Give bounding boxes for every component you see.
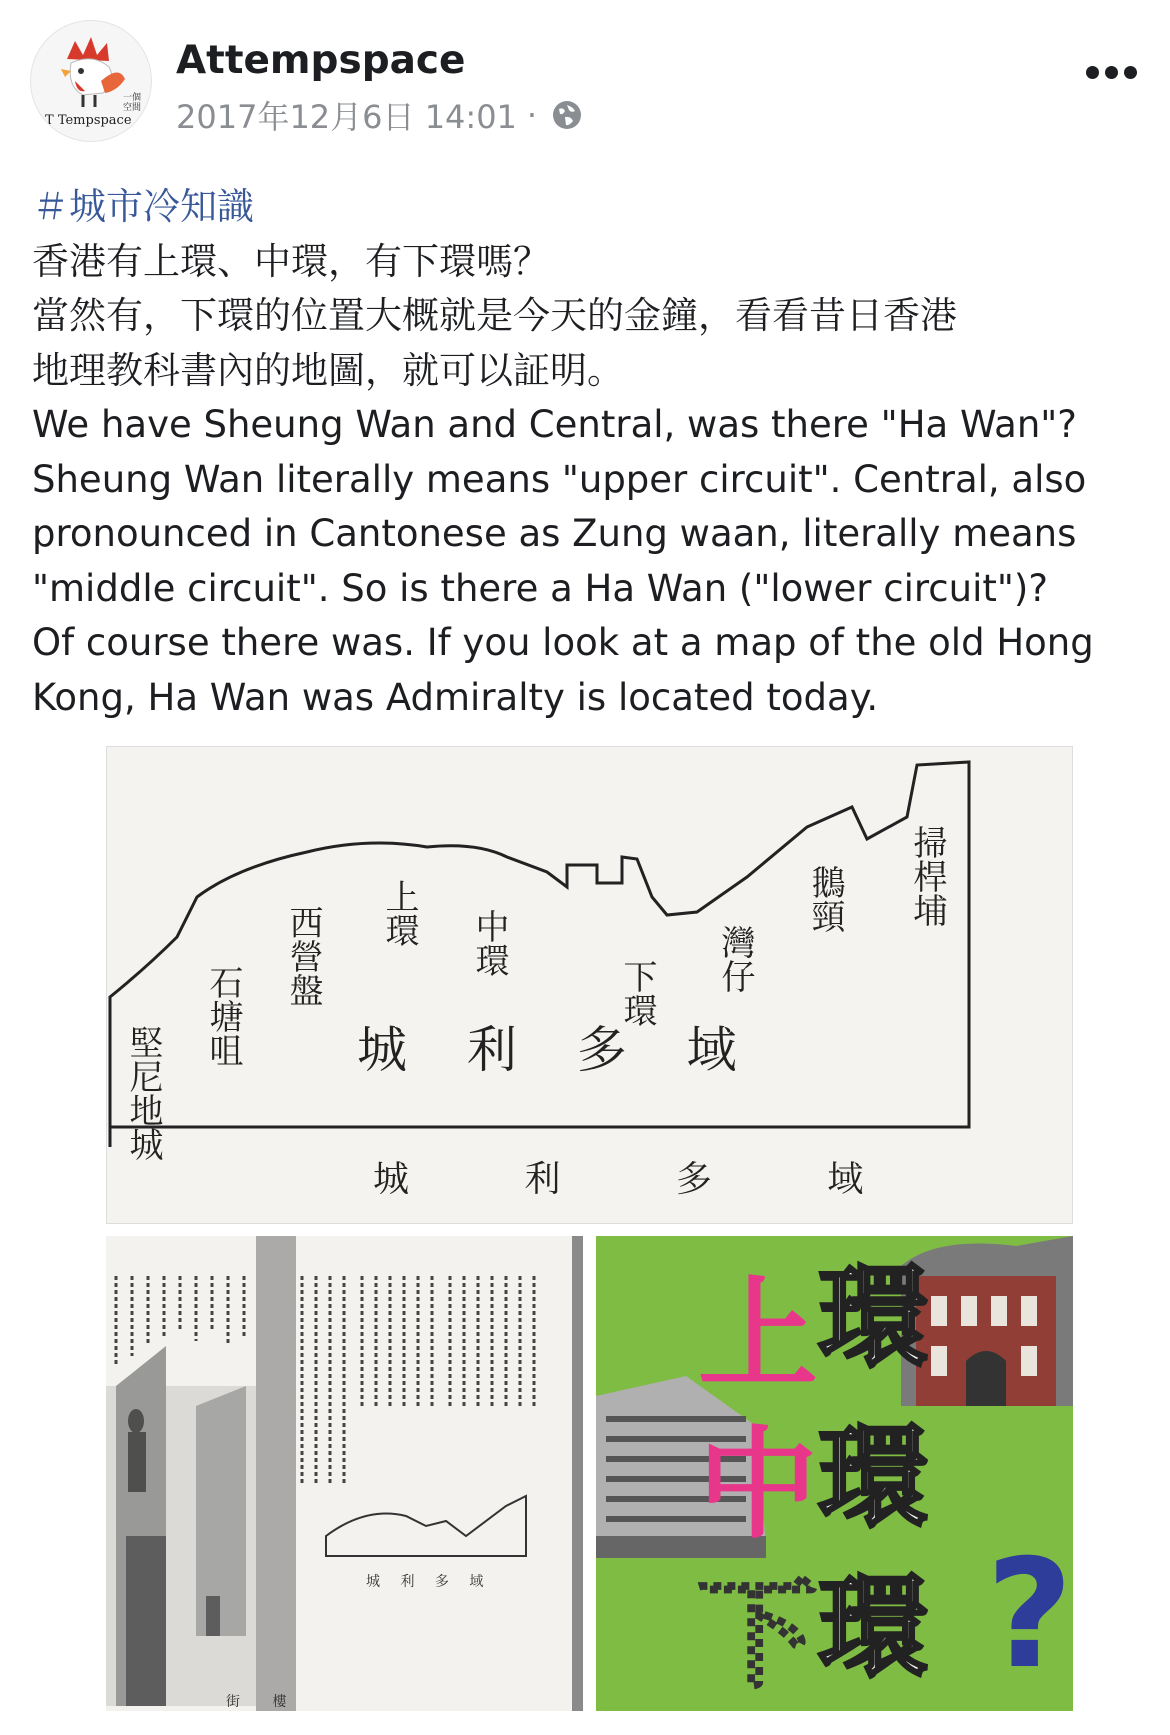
map-place-label: 灣仔 [715,925,755,993]
map-place-label: 堅尼地城 [123,1025,163,1161]
textbook-drawing [106,1236,583,1711]
question-mark-icon: ? [986,1528,1073,1702]
page-name-link[interactable]: Attempspace [176,38,466,83]
graphic-drawing [596,1236,1073,1711]
avatar-brand-cn: 一個空間 [123,93,142,113]
post-line: Sheung Wan literally means "upper circuit". Central, also [32,457,1087,501]
photo-upper-middle-lower-graphic[interactable] [596,1236,1073,1711]
post-line: "middle circuit". So is there a Ha Wan ("lower circuit")? [32,566,1048,610]
map-caption: 城 利 多 域 [373,1159,916,1200]
map-drawing [107,747,1073,1224]
hashtag-link[interactable]: ＃城市冷知識 [32,185,254,228]
avatar-brand-text: Tempspace [57,113,132,128]
map-place-label: 下環 [617,959,657,1027]
textbook-map-caption: 城 利 多 域 [366,1574,492,1590]
graphic-char-huan: 環 [818,1564,928,1692]
map-place-label: 掃桿埔 [907,825,947,927]
more-options-icon[interactable] [1086,56,1138,88]
globe-icon[interactable] [551,99,583,131]
post-timestamp[interactable]: 2017年12月6日 14:01 [176,98,517,136]
map-place-label: 中環 [469,909,509,977]
map-inner-title: 城 利 多 域 [357,1021,759,1079]
post-line: 當然有，下環的位置大概就是今天的金鐘，看看昔日香港 [32,294,957,337]
post-line: We have Sheung Wan and Central, was there "Ha Wan"? [32,403,1077,446]
graphic-char-huan: 環 [818,1414,928,1542]
avatar-brand: T Tempspace [45,113,132,128]
post-line: 地理教科書內的地圖，就可以証明。 [32,348,624,392]
post-line: pronounced in Cantonese as Zung waan, literally means [32,512,1077,555]
textbook-street-label: 街 樓 [226,1694,301,1710]
map-place-label: 西營盤 [283,905,323,1007]
post-line: Kong, Ha Wan was Admiralty is located today. [32,675,879,719]
page-avatar[interactable] [30,20,152,142]
post-line: 香港有上環、中環，有下環嗎？ [32,239,550,283]
graphic-char-upper: 上 [698,1266,818,1405]
post-meta [176,92,583,138]
map-place-label: 石塘咀 [203,965,243,1067]
post-body [32,180,1142,725]
post-header [0,0,1170,150]
post-line: Of course there was. If you look at a map of the old Hong [32,621,1094,664]
meta-separator: · [526,96,538,134]
graphic-char-huan: 環 [818,1254,928,1382]
graphic-char-middle: 中 [698,1416,818,1555]
map-place-label: 上環 [379,879,419,947]
photo-map-victoria-city[interactable] [106,746,1073,1224]
graphic-char-lower: 下 [698,1566,818,1705]
map-place-label: 鵝頸 [805,865,845,933]
photo-textbook-page[interactable] [106,1236,583,1711]
